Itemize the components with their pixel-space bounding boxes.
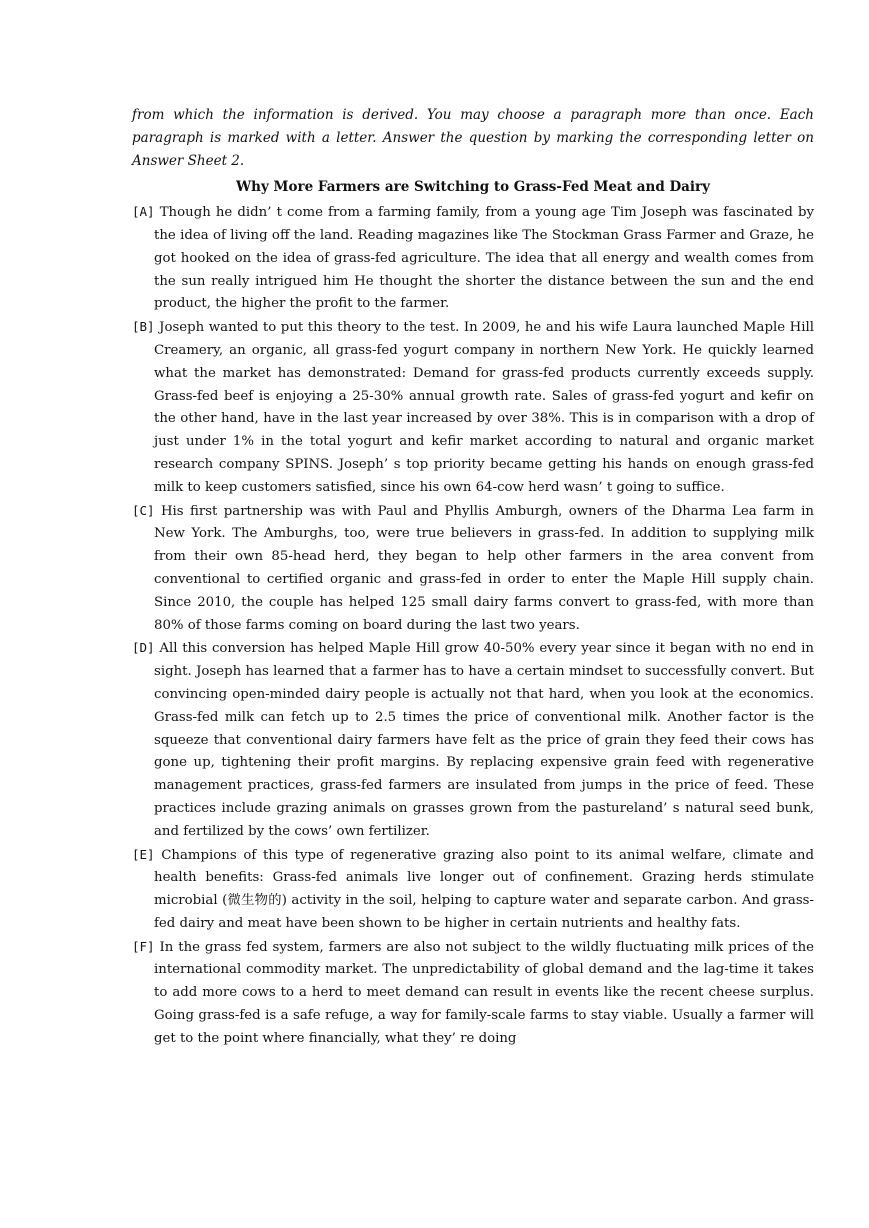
paragraph-letter: [A]	[132, 204, 155, 220]
paragraph-letter: [D]	[132, 640, 155, 656]
document-page	[132, 104, 814, 1051]
paragraph-text: His first partnership was with Paul and Phyllis Amburgh, owners of the Dharma Lea farm in New York. The Amburghs, too, were true believers in grass-fed. In addition to supplying milk from their own 85-head herd, they began to help other farmers in the area convent from conventional to certified organic and grass-fed in order to enter the Maple Hill supply chain. Since 2010, the couple has helped 125 small dairy farms convert to grass-fed, with more than 80% of those farms coming on board during the last two years.	[154, 503, 814, 633]
paragraph-d	[132, 637, 814, 843]
paragraph-text: Though he didn’ t come from a farming family, from a young age Tim Joseph was fascinated by the idea of living off the land. Reading magazines like The Stockman Grass Farmer and Graze, he got hooked on the idea of grass-fed agriculture. The idea that all energy and wealth comes from the sun really intrigued him He thought the shorter the distance between the sun and the end product, the higher the profit to the farmer.	[154, 205, 814, 312]
paragraph-text: Champions of this type of regenerative grazing also point to its animal welfare, climate and health benefits: Grass-fed animals live longer out of confinement. Grazing herds stimulate microbial (微生物的) activity in the soil, helping to capture water and separate carbon. And grass-fed dairy and meat have been shown to be higher in certain nutrients and healthy fats.	[154, 847, 814, 931]
instructions-text: from which the information is derived. You may choose a paragraph more than once. Each paragraph is marked with a letter. Answer the question by marking the corresponding letter on Answer Sheet 2.	[132, 107, 814, 169]
paragraph-a	[132, 201, 814, 316]
paragraph-b	[132, 316, 814, 499]
passage-title: Why More Farmers are Switching to Grass-Fed Meat and Dairy	[235, 179, 711, 196]
paragraph-f	[132, 936, 814, 1051]
paragraph-letter: [F]	[132, 938, 155, 954]
paragraph-e	[132, 844, 814, 936]
paragraph-text: All this conversion has helped Maple Hill grow 40-50% every year since it began with no end in sight. Joseph has learned that a farmer has to have a certain mindset to successfully convert. But convincing open-minded dairy people is actually not that hard, when you look at the economics. Grass-fed milk can fetch up to 2.5 times the price of conventional milk. Another factor is the squeeze that conventional dairy farmers have felt as the price of grain they feed their cows has gone up, tightening their profit margins. By replacing expensive grain feed with regenerative management practices, grass-fed farmers are insulated from jumps in the price of feed. These practices include grazing animals on grasses grown from the pastureland’ s natural seed bunk, and fertilized by the cows’ own fertilizer.	[154, 641, 814, 839]
paragraph-letter: [C]	[132, 502, 155, 518]
paragraph-letter: [B]	[132, 319, 155, 335]
paragraph-c	[132, 500, 814, 638]
paragraph-text: In the grass fed system, farmers are also not subject to the wildly fluctuating milk prices of the international commodity market. The unpredictability of global demand and the lag-time it takes to add more cows to a herd to meet demand can result in events like the recent cheese surplus. Going grass-fed is a safe refuge, a way for family-scale farms to stay viable. Usually a farmer will get to the point where financially, what they’ re doing	[154, 939, 815, 1046]
paragraph-text: Joseph wanted to put this theory to the test. In 2009, he and his wife Laura launched Maple Hill Creamery, an organic, all grass-fed yogurt company in northern New York. He quickly learned what the market has demonstrated: Demand for grass-fed products currently exceeds supply. Grass-fed beef is enjoying a 25-30% annual growth rate. Sales of grass-fed yogurt and kefir on the other hand, have in the last year increased by over 38%. This is in comparison with a drop of just under 1% in the total yogurt and kefir market according to natural and organic market research company SPINS. Joseph’ s top priority became getting his hands on enough grass-fed milk to keep customers satisfied, since his own 64-cow herd wasn’ t going to suffice.	[154, 320, 814, 495]
paragraph-letter: [E]	[132, 846, 155, 862]
